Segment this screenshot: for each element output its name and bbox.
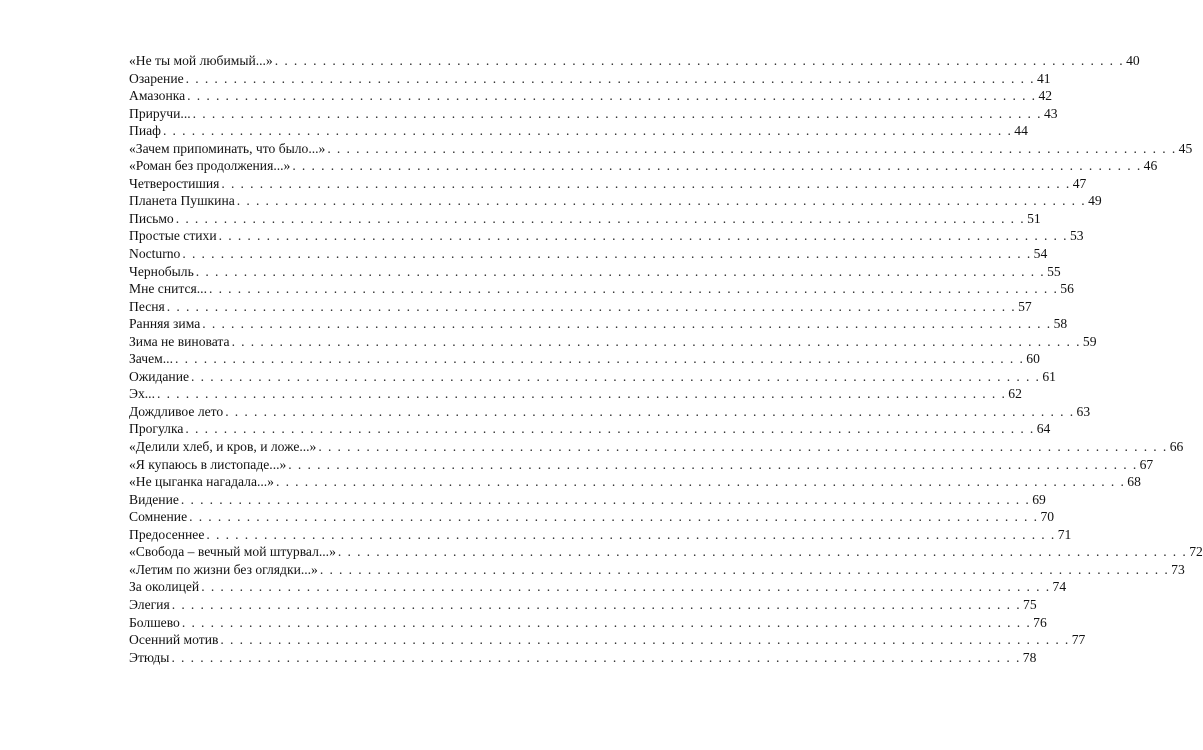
toc-dot-leader: . . . . . . . . . . . . . . . . . . . . . . . . . . . . . . . . . . . . . . . . . . . . . . . . . . . . . . . . . . . . . . . . . . . . . . . . . . . . . . . . . . . . . . . . . (275, 474, 1126, 490)
toc-entry (129, 350, 1040, 368)
toc-dot-leader: . . . . . . . . . . . . . . . . . . . . . . . . . . . . . . . . . . . . . . . . . . . . . . . . . . . . . . . . . . . . . . . . . . . . . . . . . . . . . . . . . . . . . . . . . (220, 632, 1070, 648)
toc-dot-leader: . . . . . . . . . . . . . . . . . . . . . . . . . . . . . . . . . . . . . . . . . . . . . . . . . . . . . . . . . . . . . . . . . . . . . . . . . . . . . . . . . . . . . . . . . (175, 210, 1026, 226)
toc-dot-leader: . . . . . . . . . . . . . . . . . . . . . . . . . . . . . . . . . . . . . . . . . . . . . . . . . . . . . . . . . . . . . . . . . . . . . . . . . . . . . . . . . . . . . . . . . (181, 614, 1032, 630)
toc-entry-title: Планета Пушкина (129, 193, 235, 209)
toc-entry (129, 614, 1047, 632)
toc-entry-title: Мне снится... (129, 281, 207, 297)
toc-dot-leader: . . . . . . . . . . . . . . . . . . . . . . . . . . . . . . . . . . . . . . . . . . . . . . . . . . . . . . . . . . . . . . . . . . . . . . . . . . . . . . . . . . . . . . . . . (185, 70, 1035, 86)
toc-page-number: 41 (1036, 70, 1051, 86)
toc-entry-title: «Свобода – вечный мой штурвал...» (129, 544, 336, 560)
toc-page-number: 40 (1126, 53, 1140, 68)
toc-page-number: 75 (1023, 596, 1037, 612)
toc-entry (129, 70, 1051, 88)
toc-dot-leader: . . . . . . . . . . . . . . . . . . . . . . . . . . . . . . . . . . . . . . . . . . . . . . . . . . . . . . . . . . . . . . . . . . . . . . . . . . . . . . . . . . . . . . . . . (162, 123, 1013, 139)
toc-page-number: 53 (1069, 228, 1084, 244)
toc-page-number: 78 (1022, 649, 1037, 665)
toc-page-number: 47 (1072, 175, 1087, 191)
toc-page-number: 66 (1169, 439, 1184, 455)
toc-entry-title: «Делили хлеб, и кров, и ложе...» (129, 439, 317, 455)
toc-dot-leader: . . . . . . . . . . . . . . . . . . . . . . . . . . . . . . . . . . . . . . . . . . . . . . . . . . . . . . . . . . . . . . . . . . . . . . . . . . . . . . . . . . . . . . . . . (202, 316, 1052, 332)
toc-entry (129, 298, 1032, 316)
toc-entry-title: Четверостишия (129, 175, 220, 191)
toc-entry (129, 210, 1041, 228)
toc-dot-leader: . . . . . . . . . . . . . . . . . . . . . . . . . . . . . . . . . . . . . . . . . . . . . . . . . . . . . . . . . . . . . . . . . . . . . . . . . . . . . . . . . . . . . . . . . (180, 491, 1031, 507)
toc-page-number: 60 (1026, 351, 1040, 367)
toc-entry (129, 333, 1097, 351)
toc-dot-leader: . . . . . . . . . . . . . . . . . . . . . . . . . . . . . . . . . . . . . . . . . . . . . . . . . . . . . . . . . . . . . . . . . . . . . . . . . . . . . . . . . . . . . . . . . (174, 351, 1025, 367)
toc-entry (129, 227, 1084, 245)
toc-entry-title: Чернобыль (129, 263, 194, 279)
toc-page-number: 69 (1032, 491, 1046, 507)
toc-entry (129, 52, 1140, 70)
toc-dot-leader: . . . . . . . . . . . . . . . . . . . . . . . . . . . . . . . . . . . . . . . . . . . . . . . . . . . . . . . . . . . . . . . . . . . . . . . . . . . . . . . . . . . . . . . . . (288, 456, 1138, 472)
toc-entry-title: Приручи... (129, 105, 191, 121)
toc-dot-leader: . . . . . . . . . . . . . . . . . . . . . . . . . . . . . . . . . . . . . . . . . . . . . . . . . . . . . . . . . . . . . . . . . . . . . . . . . . . . . . . . . . . . . . . . . (171, 596, 1022, 612)
toc-entry (129, 578, 1067, 596)
toc-entry-title: Амазонка (129, 88, 186, 104)
toc-entry-title: «Не ты мой любимый...» (129, 53, 273, 68)
toc-entry (129, 368, 1056, 386)
toc-dot-leader: . . . . . . . . . . . . . . . . . . . . . . . . . . . . . . . . . . . . . . . . . . . . . . . . . . . . . . . . . . . . . . . . . . . . . . . . . . . . . . . . . . . . . . . . . (327, 140, 1177, 156)
toc-entry (129, 631, 1086, 649)
toc-entry-title: Сомнение (129, 509, 188, 525)
toc-page-number: 44 (1014, 123, 1028, 139)
toc-entry-title: Ранняя зима (129, 316, 201, 332)
toc-page-number: 72 (1189, 544, 1203, 560)
toc-entry-title: Простые стихи (129, 228, 217, 244)
toc-dot-leader: . . . . . . . . . . . . . . . . . . . . . . . . . . . . . . . . . . . . . . . . . . . . . . . . . . . . . . . . . . . . . . . . . . . . . . . . . . . . . . . . . . . . . . . . . (319, 561, 1170, 577)
toc-dot-leader: . . . . . . . . . . . . . . . . . . . . . . . . . . . . . . . . . . . . . . . . . . . . . . . . . . . . . . . . . . . . . . . . . . . . . . . . . . . . . . . . . . . . . . . . . (166, 298, 1017, 314)
toc-page-number: 64 (1036, 421, 1051, 437)
toc-entry (129, 280, 1074, 298)
toc-page-number: 57 (1018, 298, 1032, 314)
toc-page-number: 74 (1052, 579, 1067, 595)
toc-dot-leader: . . . . . . . . . . . . . . . . . . . . . . . . . . . . . . . . . . . . . . . . . . . . . . . . . . . . . . . . . . . . . . . . . . . . . . . . . . . . . . . . . . . . . . . . . (318, 439, 1168, 455)
toc-entry (129, 456, 1154, 474)
toc-page-number: 55 (1047, 263, 1061, 279)
toc-page-number: 70 (1040, 509, 1055, 525)
toc-dot-leader: . . . . . . . . . . . . . . . . . . . . . . . . . . . . . . . . . . . . . . . . . . . . . . . . . . . . . . . . . . . . . . . . . . . . . . . . . . . . . . . . . . . . . . . . . (195, 263, 1046, 279)
toc-entry-title: Зима не виновата (129, 333, 230, 349)
toc-dot-leader: . . . . . . . . . . . . . . . . . . . . . . . . . . . . . . . . . . . . . . . . . . . . . . . . . . . . . . . . . . . . . . . . . . . . . . . . . . . . . . . . . . . . . . . . . (225, 403, 1075, 419)
toc-entry (129, 315, 1068, 333)
toc-entry-title: Дождливое лето (129, 403, 224, 419)
toc-entry (129, 192, 1102, 210)
toc-dot-leader: . . . . . . . . . . . . . . . . . . . . . . . . . . . . . . . . . . . . . . . . . . . . . . . . . . . . . . . . . . . . . . . . . . . . . . . . . . . . . . . . . . . . . . . . . (182, 246, 1032, 262)
toc-dot-leader: . . . . . . . . . . . . . . . . . . . . . . . . . . . . . . . . . . . . . . . . . . . . . . . . . . . . . . . . . . . . . . . . . . . . . . . . . . . . . . . . . . . . . . . . . (274, 53, 1125, 68)
toc-entry-title: «Я купаюсь в листопаде...» (129, 456, 287, 472)
toc-entry-title: Ожидание (129, 368, 190, 384)
table-of-contents (129, 52, 1203, 666)
toc-dot-leader: . . . . . . . . . . . . . . . . . . . . . . . . . . . . . . . . . . . . . . . . . . . . . . . . . . . . . . . . . . . . . . . . . . . . . . . . . . . . . . . . . . . . . . . . . (292, 158, 1142, 174)
toc-entry-title: Предосеннее (129, 526, 205, 542)
toc-page-number: 77 (1071, 632, 1086, 648)
toc-page-number: 59 (1082, 333, 1097, 349)
toc-entry-title: Озарение (129, 70, 184, 86)
toc-dot-leader: . . . . . . . . . . . . . . . . . . . . . . . . . . . . . . . . . . . . . . . . . . . . . . . . . . . . . . . . . . . . . . . . . . . . . . . . . . . . . . . . . . . . . . . . . (206, 526, 1056, 542)
toc-dot-leader: . . . . . . . . . . . . . . . . . . . . . . . . . . . . . . . . . . . . . . . . . . . . . . . . . . . . . . . . . . . . . . . . . . . . . . . . . . . . . . . . . . . . . . . . . (218, 228, 1068, 244)
toc-dot-leader: . . . . . . . . . . . . . . . . . . . . . . . . . . . . . . . . . . . . . . . . . . . . . . . . . . . . . . . . . . . . . . . . . . . . . . . . . . . . . . . . . . . . . . . . . (156, 386, 1007, 402)
toc-page-number: 71 (1057, 526, 1072, 542)
toc-page-number: 67 (1139, 456, 1154, 472)
toc-page-number: 76 (1033, 614, 1047, 630)
toc-entry (129, 385, 1022, 403)
toc-page-number: 54 (1033, 246, 1048, 262)
toc-dot-leader: . . . . . . . . . . . . . . . . . . . . . . . . . . . . . . . . . . . . . . . . . . . . . . . . . . . . . . . . . . . . . . . . . . . . . . . . . . . . . . . . . . . . . . . . . (208, 281, 1059, 297)
toc-entry (129, 438, 1184, 456)
toc-entry (129, 105, 1058, 123)
toc-entry-title: Nocturno (129, 246, 181, 262)
toc-entry-title: Пиаф (129, 123, 161, 139)
toc-entry-title: Прогулка (129, 421, 184, 437)
toc-entry-title: «Зачем припоминать, что было...» (129, 140, 326, 156)
toc-page-number: 43 (1043, 105, 1058, 121)
toc-entry (129, 473, 1141, 491)
toc-page-number: 63 (1076, 403, 1091, 419)
toc-entry (129, 263, 1061, 281)
toc-entry-title: «Не цыганка нагадала...» (129, 474, 274, 490)
toc-entry-title: «Роман без продолжения...» (129, 158, 291, 174)
toc-entry (129, 403, 1091, 421)
toc-entry-title: За околицей (129, 579, 200, 595)
toc-entry (129, 175, 1087, 193)
toc-entry (129, 526, 1072, 544)
toc-dot-leader: . . . . . . . . . . . . . . . . . . . . . . . . . . . . . . . . . . . . . . . . . . . . . . . . . . . . . . . . . . . . . . . . . . . . . . . . . . . . . . . . . . . . . . . . . (192, 105, 1042, 121)
toc-dot-leader: . . . . . . . . . . . . . . . . . . . . . . . . . . . . . . . . . . . . . . . . . . . . . . . . . . . . . . . . . . . . . . . . . . . . . . . . . . . . . . . . . . . . . . . . . (191, 368, 1041, 384)
toc-page-number: 73 (1171, 561, 1185, 577)
toc-entry (129, 491, 1046, 509)
toc-entry-title: Видение (129, 491, 179, 507)
toc-entry-title: Песня (129, 298, 165, 314)
toc-dot-leader: . . . . . . . . . . . . . . . . . . . . . . . . . . . . . . . . . . . . . . . . . . . . . . . . . . . . . . . . . . . . . . . . . . . . . . . . . . . . . . . . . . . . . . . . . (189, 509, 1039, 525)
toc-dot-leader: . . . . . . . . . . . . . . . . . . . . . . . . . . . . . . . . . . . . . . . . . . . . . . . . . . . . . . . . . . . . . . . . . . . . . . . . . . . . . . . . . . . . . . . . . (337, 544, 1188, 560)
toc-page-number: 42 (1038, 88, 1053, 104)
toc-entry-title: Осенний мотив (129, 632, 219, 648)
toc-entry-title: Зачем... (129, 351, 173, 367)
toc-entry-title: Письмо (129, 210, 174, 226)
toc-entry-title: Этюды (129, 649, 170, 665)
toc-dot-leader: . . . . . . . . . . . . . . . . . . . . . . . . . . . . . . . . . . . . . . . . . . . . . . . . . . . . . . . . . . . . . . . . . . . . . . . . . . . . . . . . . . . . . . . . . (187, 88, 1037, 104)
toc-entry (129, 596, 1037, 614)
toc-page-number: 49 (1088, 193, 1102, 209)
toc-page-number: 45 (1178, 140, 1193, 156)
toc-entry-title: Болшево (129, 614, 180, 630)
toc-dot-leader: . . . . . . . . . . . . . . . . . . . . . . . . . . . . . . . . . . . . . . . . . . . . . . . . . . . . . . . . . . . . . . . . . . . . . . . . . . . . . . . . . . . . . . . . . (185, 421, 1035, 437)
toc-dot-leader: . . . . . . . . . . . . . . . . . . . . . . . . . . . . . . . . . . . . . . . . . . . . . . . . . . . . . . . . . . . . . . . . . . . . . . . . . . . . . . . . . . . . . . . . . (171, 649, 1021, 665)
toc-page-number: 68 (1127, 474, 1141, 490)
toc-page-number: 62 (1008, 386, 1022, 402)
toc-page-number: 58 (1053, 316, 1068, 332)
toc-entry (129, 87, 1053, 105)
toc-dot-leader: . . . . . . . . . . . . . . . . . . . . . . . . . . . . . . . . . . . . . . . . . . . . . . . . . . . . . . . . . . . . . . . . . . . . . . . . . . . . . . . . . . . . . . . . . (231, 333, 1081, 349)
toc-entry-title: Эх... (129, 386, 155, 402)
toc-entry (129, 157, 1158, 175)
toc-entry (129, 245, 1048, 263)
toc-entry (129, 122, 1028, 140)
toc-entry (129, 508, 1055, 526)
toc-entry (129, 420, 1051, 438)
toc-entry-title: «Летим по жизни без оглядки...» (129, 561, 318, 577)
toc-dot-leader: . . . . . . . . . . . . . . . . . . . . . . . . . . . . . . . . . . . . . . . . . . . . . . . . . . . . . . . . . . . . . . . . . . . . . . . . . . . . . . . . . . . . . . . . . (236, 193, 1087, 209)
toc-page-number: 56 (1060, 281, 1074, 297)
toc-dot-leader: . . . . . . . . . . . . . . . . . . . . . . . . . . . . . . . . . . . . . . . . . . . . . . . . . . . . . . . . . . . . . . . . . . . . . . . . . . . . . . . . . . . . . . . . . (201, 579, 1051, 595)
toc-entry (129, 543, 1203, 561)
toc-dot-leader: . . . . . . . . . . . . . . . . . . . . . . . . . . . . . . . . . . . . . . . . . . . . . . . . . . . . . . . . . . . . . . . . . . . . . . . . . . . . . . . . . . . . . . . . . (221, 175, 1071, 191)
toc-page-number: 46 (1143, 158, 1158, 174)
toc-entry (129, 140, 1193, 158)
toc-entry-title: Элегия (129, 596, 170, 612)
toc-entry (129, 649, 1037, 667)
toc-page-number: 61 (1042, 368, 1056, 384)
toc-page-number: 51 (1027, 210, 1041, 226)
toc-entry (129, 561, 1185, 579)
